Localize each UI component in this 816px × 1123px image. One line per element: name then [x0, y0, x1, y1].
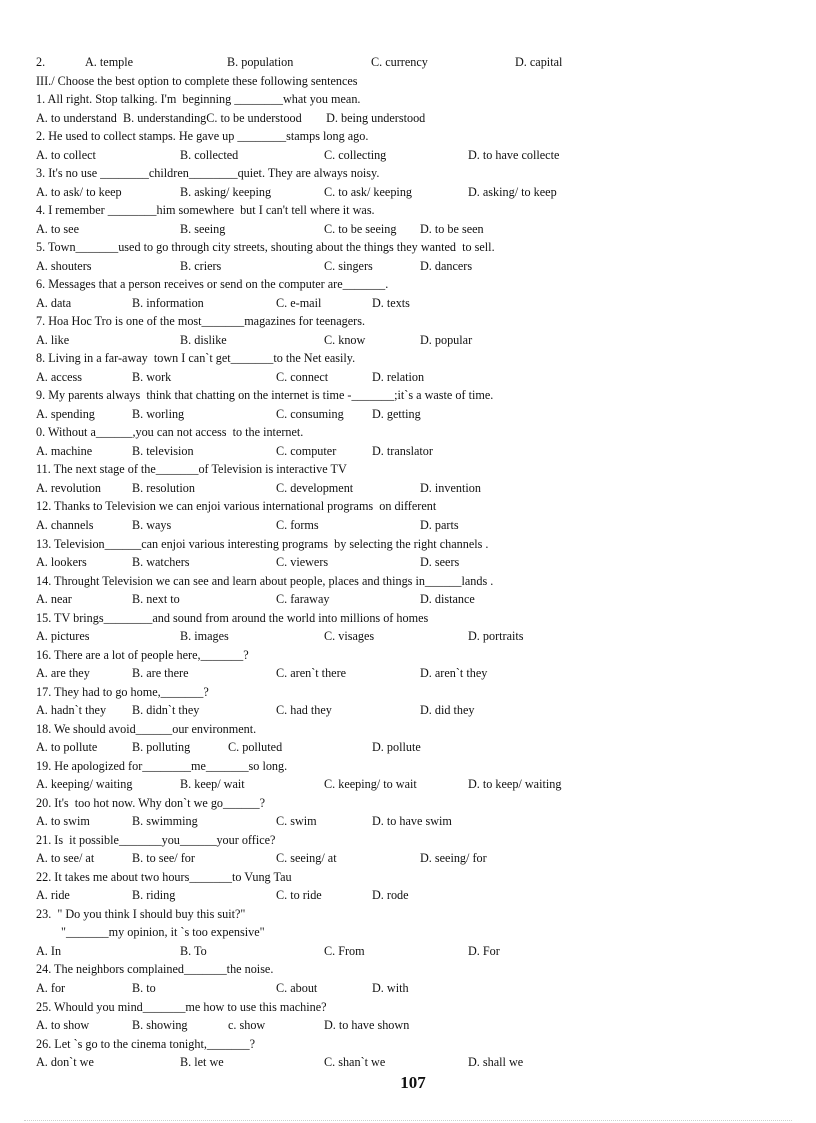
- answer-option: C. polluted: [228, 740, 283, 755]
- answer-option: D. to keep/ waiting: [468, 777, 562, 792]
- question-line: III./ Choose the best option to complete these following sentences: [36, 73, 358, 88]
- answer-option: C. keeping/ to wait: [324, 777, 417, 792]
- answer-option: D. capital: [515, 55, 563, 69]
- question-line: 12. Thanks to Television we can enjoi various international programs on different: [36, 499, 437, 514]
- answer-option: A. like: [36, 332, 70, 347]
- question-line: 18. We should avoid______our environment.: [36, 721, 257, 736]
- answer-option: B. let we: [180, 1055, 224, 1070]
- answer-option: B. work: [132, 369, 172, 384]
- answer-option: C. had they: [276, 703, 332, 718]
- question-line: 15. TV brings________and sound from around the world into millions of homes: [36, 610, 429, 625]
- question-line: 2. He used to collect stamps. He gave up ________stamps long ago.: [36, 129, 369, 144]
- question-line: 8. Living in a far-away town I can`t get_______to the Net easily.: [36, 351, 356, 366]
- answer-option: c. show: [228, 1018, 266, 1033]
- answer-option: D. popular: [420, 332, 473, 347]
- answer-option: D. to be seen: [420, 221, 484, 236]
- answer-option: D. pollute: [372, 740, 421, 755]
- question-line: 20. It's too hot now. Why don`t we go______?: [36, 795, 265, 810]
- answer-option: D. to have swim: [372, 814, 452, 829]
- answer-option: B. showing: [132, 1018, 188, 1033]
- footer-divider: [24, 1120, 792, 1121]
- answer-option: C. aren`t there: [276, 666, 347, 681]
- question-line: 1. All right. Stop talking. I'm beginning ________what you mean.: [36, 92, 361, 107]
- answer-option: B. next to: [132, 592, 180, 607]
- answer-option: D. seers: [420, 555, 460, 570]
- question-line: 22. It takes me about two hours_______to Vung Tau: [36, 869, 292, 884]
- answer-option: A. data: [36, 295, 72, 310]
- answer-option: C. faraway: [276, 592, 330, 607]
- answer-option: A. are they: [36, 666, 90, 681]
- answer-option: B. images: [180, 629, 229, 644]
- answer-option: C. forms: [276, 518, 319, 532]
- answer-option: B. riding: [132, 888, 176, 903]
- answer-option: B. keep/ wait: [180, 777, 245, 792]
- answer-option: C. viewers: [276, 555, 329, 570]
- answer-option: D. For: [468, 943, 500, 958]
- dialogue-line: "_______my opinion, it `s too expensive": [61, 925, 265, 940]
- answer-option: C. singers: [324, 258, 373, 273]
- answer-option: C. to ask/ keeping: [324, 184, 413, 199]
- question-line: 26. Let `s go to the cinema tonight,_______?: [36, 1036, 255, 1051]
- answer-option: C. about: [276, 981, 318, 995]
- question-line: 13. Television______can enjoi various interesting programs by selecting the right channels .: [36, 536, 489, 551]
- question-line: 24. The neighbors complained_______the noise.: [36, 962, 274, 977]
- answer-option: A. to ask/ to keep: [36, 184, 122, 199]
- question-line: 19. He apologized for________me_______so long.: [36, 758, 288, 773]
- answer-option: B. watchers: [132, 555, 190, 570]
- answer-option: B. are there: [132, 666, 189, 681]
- answer-option: B. didn`t they: [132, 703, 200, 718]
- question-line: 6. Messages that a person receives or send on the computer are_______.: [36, 277, 389, 292]
- answer-option: A. to show: [36, 1018, 90, 1033]
- answer-option: D. seeing/ for: [420, 851, 487, 866]
- question-line: 3. It's no use ________children________quiet. They are always noisy.: [36, 166, 380, 181]
- answer-option: B. ways: [132, 518, 172, 532]
- answer-option: C. visages: [324, 629, 375, 644]
- answer-option: A. shouters: [36, 258, 92, 273]
- answer-option: D. to have collecte: [468, 147, 560, 162]
- answer-option: C. computer: [276, 443, 337, 458]
- answer-option: A. In: [36, 943, 62, 958]
- answer-option: B. population: [227, 55, 294, 69]
- question-line: 5. Town_______used to go through city streets, shouting about the things they wanted to sell.: [36, 240, 495, 255]
- answer-option: D. relation: [372, 369, 425, 384]
- answer-option: D. texts: [372, 295, 410, 310]
- question-line: 4. I remember ________him somewhere but I can't tell where it was.: [36, 203, 375, 218]
- answer-option: A. to swim: [36, 814, 90, 829]
- answer-option: D. with: [372, 981, 409, 995]
- answer-option: D. translator: [372, 443, 433, 458]
- answer-option: B. swimming: [132, 814, 198, 829]
- answer-option: C. to be seeing: [324, 221, 397, 236]
- answer-option: C. to ride: [276, 888, 322, 903]
- answer-option: D. shall we: [468, 1055, 524, 1070]
- question-line: A. to understand B. understandingC. to be understood D. being understood: [36, 110, 426, 125]
- answer-option: D. to have shown: [324, 1018, 410, 1033]
- answer-option: C. seeing/ at: [276, 851, 337, 866]
- answer-option: C. swim: [276, 814, 317, 829]
- answer-option: C. consuming: [276, 406, 344, 421]
- answer-option: B. resolution: [132, 480, 195, 495]
- answer-option: A. hadn`t they: [36, 703, 107, 718]
- answer-option: D. did they: [420, 703, 475, 718]
- question-line: 11. The next stage of the_______of Television is interactive TV: [36, 462, 347, 477]
- answer-option: 2.: [36, 55, 46, 69]
- question-line: 7. Hoa Hoc Tro is one of the most_______magazines for teenagers.: [36, 314, 365, 329]
- answer-option: A. revolution: [36, 480, 101, 495]
- answer-option: C. collecting: [324, 147, 387, 162]
- answer-option: C. shan`t we: [324, 1055, 386, 1070]
- answer-option: D. portraits: [468, 629, 524, 644]
- answer-option: C. development: [276, 480, 354, 495]
- answer-option: A. temple: [85, 55, 134, 69]
- answer-option: B. polluting: [132, 740, 191, 755]
- question-line: 16. There are a lot of people here,_______?: [36, 647, 249, 662]
- answer-option: A. to see/ at: [36, 851, 95, 866]
- answer-option: A. channels: [36, 518, 94, 532]
- answer-option: A. don`t we: [36, 1055, 94, 1070]
- answer-option: A. to collect: [36, 147, 96, 162]
- answer-option: D. dancers: [420, 258, 473, 273]
- question-line: 0. Without a______,you can not access to the internet.: [36, 425, 304, 440]
- answer-option: B. collected: [180, 147, 239, 162]
- answer-option: A. machine: [36, 443, 93, 458]
- answer-option: D. asking/ to keep: [468, 184, 557, 199]
- answer-option: C. currency: [371, 55, 428, 69]
- answer-option: B. to see/ for: [132, 851, 195, 866]
- answer-option: C. From: [324, 943, 365, 958]
- answer-option: A. near: [36, 592, 72, 607]
- page-number: 107: [400, 1073, 426, 1092]
- answer-option: A. lookers: [36, 555, 87, 570]
- question-line: 14. Throught Television we can see and learn about people, places and things in______lands .: [36, 573, 494, 588]
- answer-option: A. ride: [36, 888, 70, 903]
- answer-option: B. To: [180, 943, 207, 958]
- answer-option: A. pictures: [36, 629, 90, 644]
- answer-option: B. asking/ keeping: [180, 184, 272, 199]
- question-line: 23. " Do you think I should buy this suit?": [36, 906, 246, 921]
- answer-option: D. distance: [420, 592, 475, 607]
- answer-option: D. aren`t they: [420, 666, 488, 681]
- question-line: 21. Is it possible_______you______your office?: [36, 832, 276, 847]
- answer-option: C. e-mail: [276, 295, 322, 310]
- question-line: 25. Whould you mind_______me how to use this machine?: [36, 999, 327, 1014]
- answer-option: C. know: [324, 332, 366, 347]
- question-line: 17. They had to go home,_______?: [36, 684, 209, 699]
- answer-option: A. for: [36, 981, 66, 995]
- answer-option: D. rode: [372, 888, 409, 903]
- answer-option: B. seeing: [180, 221, 226, 236]
- answer-option: D. invention: [420, 480, 481, 495]
- answer-option: D. getting: [372, 406, 421, 421]
- answer-option: B. dislike: [180, 332, 227, 347]
- answer-option: B. television: [132, 443, 194, 458]
- answer-option: A. to pollute: [36, 740, 98, 755]
- answer-option: B. worling: [132, 406, 185, 421]
- answer-option: C. connect: [276, 369, 329, 384]
- answer-option: A. spending: [36, 406, 95, 421]
- answer-option: A. keeping/ waiting: [36, 777, 133, 792]
- answer-option: D. parts: [420, 518, 459, 532]
- answer-option: A. to see: [36, 221, 79, 236]
- answer-option: B. criers: [180, 258, 222, 273]
- answer-option: B. to: [132, 981, 156, 995]
- answer-option: A. access: [36, 369, 83, 384]
- answer-option: B. information: [132, 295, 204, 310]
- question-line: 9. My parents always think that chatting on the internet is time -_______;it`s a waste of time.: [36, 388, 494, 403]
